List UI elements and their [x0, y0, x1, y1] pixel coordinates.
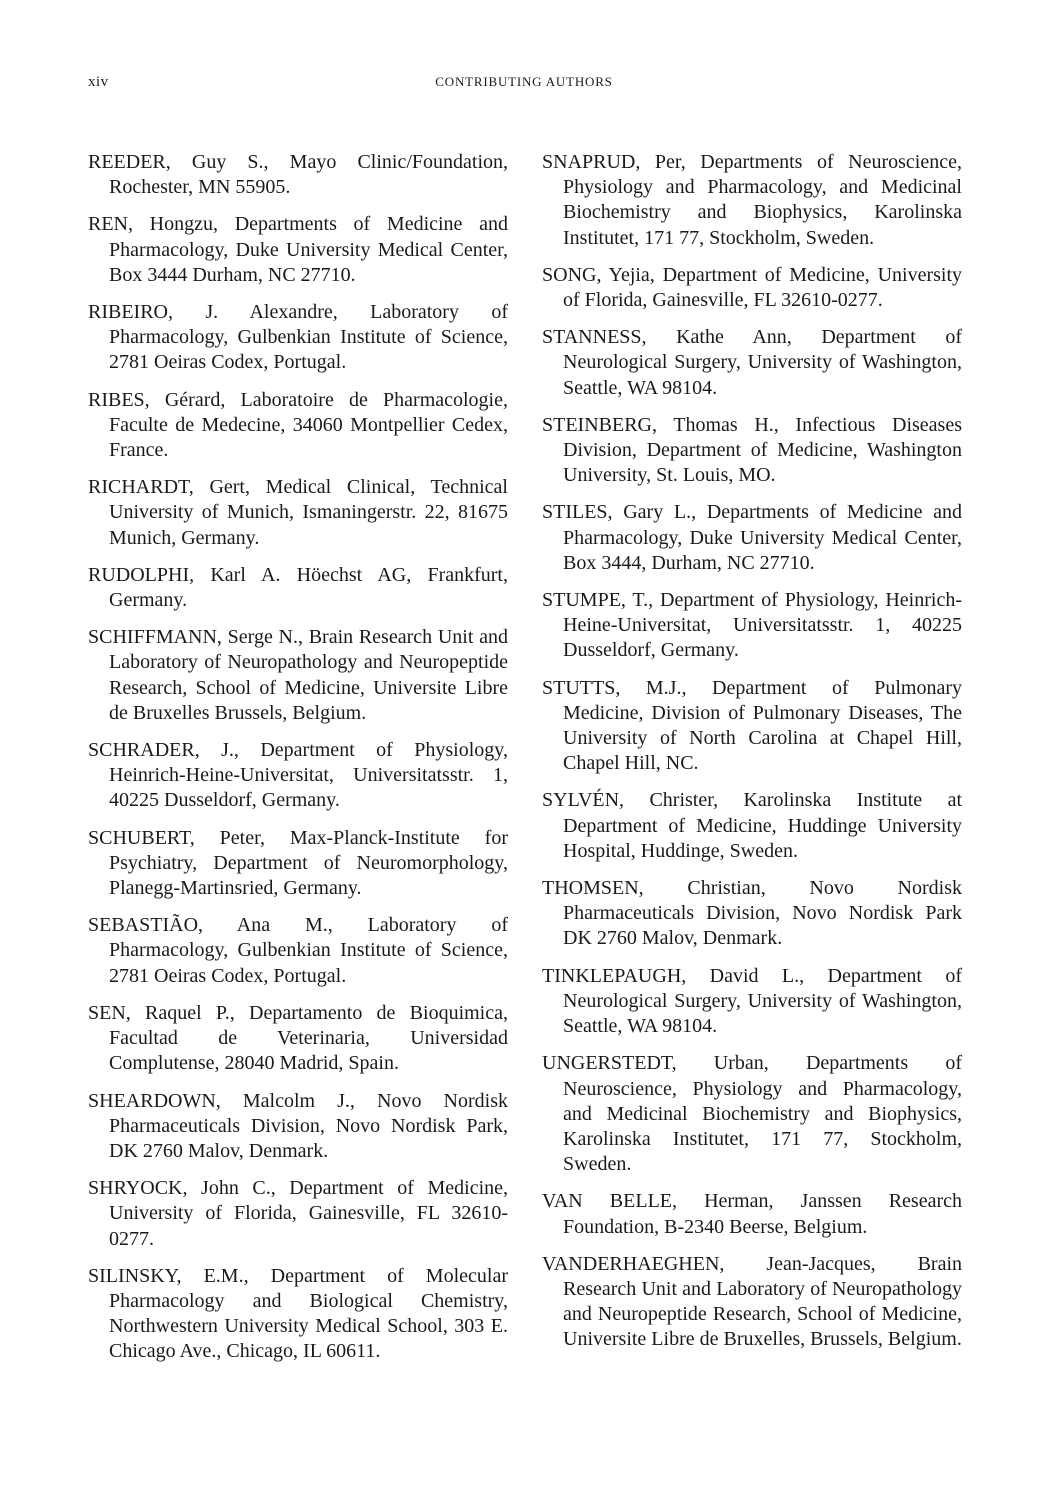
author-entry: TINKLEPAUGH, David L., Department of Neurological Surgery, University of Washington, Seattle, WA 98104. [542, 964, 962, 1038]
author-entry: STUTTS, M.J., Department of Pulmonary Medicine, Division of Pulmonary Diseases, The University of North Carolina at Chapel Hill, Chapel Hill, NC. [542, 676, 962, 775]
left-column [88, 150, 508, 1377]
author-entry: STANNESS, Kathe Ann, Department of Neurological Surgery, University of Washington, Seattle, WA 98104. [542, 326, 962, 399]
author-entry: SCHRADER, J., Department of Physiology, Heinrich-Heine-Universitat, Universitatsstr. 1, 40225 Dusseldorf, Germany. [88, 739, 508, 812]
page-title: CONTRIBUTING AUTHORS [435, 74, 613, 89]
right-column [542, 150, 962, 1365]
author-entry: VAN BELLE, Herman, Janssen Research Foundation, B-2340 Beerse, Belgium. [542, 1190, 962, 1238]
author-entry: SHRYOCK, John C., Department of Medicine, University of Florida, Gainesville, FL 32610-0277. [88, 1177, 508, 1250]
author-entry: STILES, Gary L., Departments of Medicine and Pharmacology, Duke University Medical Center, Box 3444, Durham, NC 27710. [542, 501, 962, 574]
author-entry: THOMSEN, Christian, Novo Nordisk Pharmaceuticals Division, Novo Nordisk Park DK 2760 Malov, Denmark. [542, 877, 962, 950]
author-entry: RUDOLPHI, Karl A. Höechst AG, Frankfurt, Germany. [88, 563, 508, 612]
author-entry: SYLVÉN, Christer, Karolinska Institute at Department of Medicine, Huddinge University Hospital, Huddinge, Sweden. [542, 789, 962, 862]
page-number: xiv [88, 74, 109, 90]
author-entry: UNGERSTEDT, Urban, Departments of Neuroscience, Physiology and Pharmacology, and Medicinal Biochemistry and Biophysics, Karolinska Institutet, 171 77, Stockholm, Sweden. [542, 1052, 962, 1176]
author-entry: RIBES, Gérard, Laboratoire de Pharmacologie, Faculte de Medecine, 34060 Montpellier Cedex, France. [88, 388, 508, 462]
author-entry: STUMPE, T., Department of Physiology, Heinrich-Heine-Universitat, Universitatsstr. 1, 40225 Dusseldorf, Germany. [542, 589, 962, 662]
author-entry: SCHIFFMANN, Serge N., Brain Research Unit and Laboratory of Neuropathology and Neuropeptide Research, School of Medicine, Universite Libre de Bruxelles Brussels, Belgium. [88, 626, 508, 724]
author-entry: SHEARDOWN, Malcolm J., Novo Nordisk Pharmaceuticals Division, Novo Nordisk Park, DK 2760 Malov, Denmark. [88, 1089, 508, 1162]
author-entry: REN, Hongzu, Departments of Medicine and Pharmacology, Duke University Medical Center, Box 3444 Durham, NC 27710. [88, 213, 508, 286]
author-entry: REEDER, Guy S., Mayo Clinic/Foundation, Rochester, MN 55905. [88, 151, 508, 199]
author-entry: VANDERHAEGHEN, Jean-Jacques, Brain Research Unit and Laboratory of Neuropathology and Neuropeptide Research, School of Medicine, Universite Libre de Bruxelles, Brussels, Belgium. [542, 1252, 962, 1351]
author-entry: SNAPRUD, Per, Departments of Neuroscience, Physiology and Pharmacology, and Medicinal Biochemistry and Biophysics, Karolinska Institutet, 171 77, Stockholm, Sweden. [542, 151, 962, 249]
author-entry: SONG, Yejia, Department of Medicine, University of Florida, Gainesville, FL 32610-0277. [542, 263, 962, 312]
author-entry: SEN, Raquel P., Departamento de Bioquimica, Facultad de Veterinaria, Universidad Complutense, 28040 Madrid, Spain. [88, 1001, 508, 1075]
running-head [88, 74, 960, 96]
author-entry: SEBASTIÃO, Ana M., Laboratory of Pharmacology, Gulbenkian Institute of Science, 2781 Oeiras Codex, Portugal. [88, 914, 508, 987]
author-entry: RIBEIRO, J. Alexandre, Laboratory of Pharmacology, Gulbenkian Institute of Science, 2781 Oeiras Codex, Portugal. [88, 301, 508, 374]
author-entry: SCHUBERT, Peter, Max-Planck-Institute for Psychiatry, Department of Neuromorphology, Planegg-Martinsried, Germany. [88, 826, 508, 900]
author-entry: STEINBERG, Thomas H., Infectious Diseases Division, Department of Medicine, Washington University, St. Louis, MO. [542, 413, 962, 487]
author-entry: SILINSKY, E.M., Department of Molecular Pharmacology and Biological Chemistry, Northwestern University Medical School, 303 E. Chicago Ave., Chicago, IL 60611. [88, 1264, 508, 1363]
author-entry: RICHARDT, Gert, Medical Clinical, Technical University of Munich, Ismaningerstr. 22, 81675 Munich, Germany. [88, 476, 508, 549]
